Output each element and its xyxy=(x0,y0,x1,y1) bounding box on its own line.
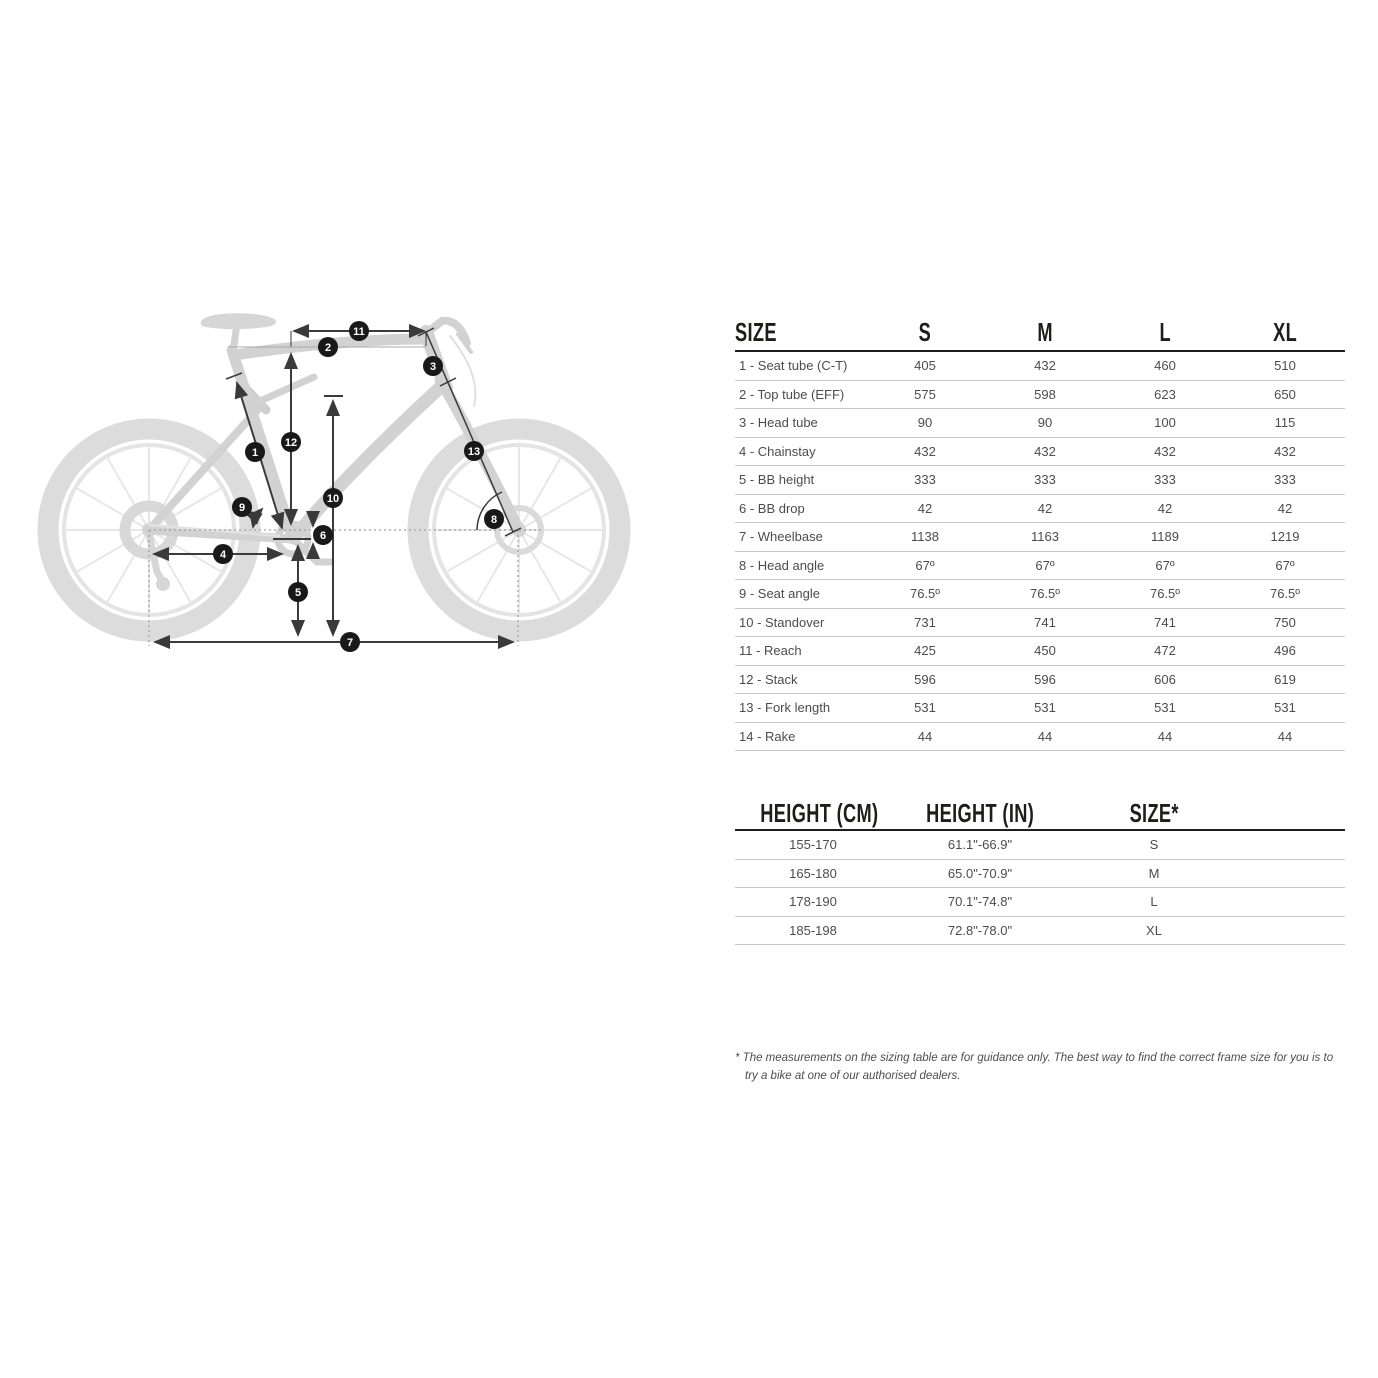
callout-4-label: 4 xyxy=(219,549,227,561)
callout-3 xyxy=(423,356,443,376)
cell: 1138 xyxy=(865,523,985,552)
table-row xyxy=(735,380,1345,409)
cell: 432 xyxy=(985,351,1105,380)
callout-12-label: 12 xyxy=(284,437,298,449)
row-label: 5 - BB height xyxy=(735,466,865,495)
size-header-label: SIZE xyxy=(735,317,777,347)
cell: 76.5º xyxy=(1105,580,1225,609)
callout-5-label: 5 xyxy=(294,587,302,599)
row-label: 12 - Stack xyxy=(735,665,865,694)
row-label: 13 - Fork length xyxy=(735,694,865,723)
cell: 1189 xyxy=(1105,523,1225,552)
table-row xyxy=(735,694,1345,723)
cell: 67º xyxy=(865,551,985,580)
row-label: 6 - BB drop xyxy=(735,494,865,523)
callout-9 xyxy=(232,497,252,517)
cell: 510 xyxy=(1225,351,1345,380)
cell: 598 xyxy=(985,380,1105,409)
callout-5 xyxy=(288,582,308,602)
cell: 731 xyxy=(865,608,985,637)
table-row xyxy=(735,665,1345,694)
callout-1-label: 1 xyxy=(251,447,259,459)
callout-12 xyxy=(281,432,301,452)
cell: 155-170 xyxy=(735,830,891,859)
cell: 450 xyxy=(985,637,1105,666)
cell: 67º xyxy=(985,551,1105,580)
cell: 67º xyxy=(1225,551,1345,580)
cell: 650 xyxy=(1225,380,1345,409)
geometry-header-m xyxy=(985,315,1105,351)
height-in-label: HEIGHT (IN) xyxy=(925,797,1034,828)
cell: 425 xyxy=(865,637,985,666)
callout-9-label: 9 xyxy=(238,502,246,514)
callout-1 xyxy=(245,442,265,462)
geometry-header-row xyxy=(735,315,1345,351)
callout-7 xyxy=(340,632,360,652)
table-row xyxy=(735,494,1345,523)
geometry-header-l xyxy=(1105,315,1225,351)
cell: 496 xyxy=(1225,637,1345,666)
row-label: 3 - Head tube xyxy=(735,409,865,438)
cell: 472 xyxy=(1105,637,1225,666)
bike-geometry-diagram xyxy=(30,290,690,690)
callout-11 xyxy=(349,321,369,341)
cell: 333 xyxy=(1225,466,1345,495)
height-cm-label: HEIGHT (CM) xyxy=(760,797,879,828)
cell: S xyxy=(1069,830,1345,859)
col-l-label: L xyxy=(1159,317,1171,347)
cell: 76.5º xyxy=(985,580,1105,609)
cell: XL xyxy=(1069,916,1345,945)
cell: 76.5º xyxy=(865,580,985,609)
cell: L xyxy=(1069,888,1345,917)
table-row xyxy=(735,722,1345,751)
row-label: 11 - Reach xyxy=(735,637,865,666)
geometry-header-size xyxy=(735,315,865,351)
sizing-table xyxy=(735,797,1345,945)
cell: 333 xyxy=(1105,466,1225,495)
cell: 575 xyxy=(865,380,985,409)
table-row xyxy=(735,608,1345,637)
cell: 606 xyxy=(1105,665,1225,694)
row-label: 14 - Rake xyxy=(735,722,865,751)
callout-8-label: 8 xyxy=(490,514,498,526)
cell: 42 xyxy=(1105,494,1225,523)
cell: 432 xyxy=(985,437,1105,466)
callout-11-label: 11 xyxy=(353,326,365,338)
cell: 405 xyxy=(865,351,985,380)
table-row xyxy=(735,637,1345,666)
cell: 185-198 xyxy=(735,916,891,945)
cell: 70.1"-74.8" xyxy=(891,888,1069,917)
callout-13 xyxy=(464,441,484,461)
table-row xyxy=(735,437,1345,466)
cell: 741 xyxy=(1105,608,1225,637)
cell: 531 xyxy=(865,694,985,723)
cell: 432 xyxy=(1225,437,1345,466)
cell: 44 xyxy=(1105,722,1225,751)
cell: 333 xyxy=(985,466,1105,495)
callout-6-label: 6 xyxy=(319,530,327,542)
cell: 178-190 xyxy=(735,888,891,917)
saddle xyxy=(201,313,276,329)
callout-10 xyxy=(323,488,343,508)
spec-column xyxy=(735,315,1345,1086)
cell: 531 xyxy=(1225,694,1345,723)
cell: 42 xyxy=(1225,494,1345,523)
row-label: 7 - Wheelbase xyxy=(735,523,865,552)
table-row xyxy=(735,523,1345,552)
bike-diagram-svg xyxy=(30,290,690,690)
geometry-table xyxy=(735,315,1345,751)
size-star-label: SIZE* xyxy=(1129,797,1179,828)
cell: 42 xyxy=(865,494,985,523)
geometry-header-s xyxy=(865,315,985,351)
cell: 741 xyxy=(985,608,1105,637)
table-row xyxy=(735,580,1345,609)
sizing-header-cm xyxy=(735,797,891,830)
table-row xyxy=(735,466,1345,495)
cell: 596 xyxy=(985,665,1105,694)
cell: 432 xyxy=(865,437,985,466)
row-label: 4 - Chainstay xyxy=(735,437,865,466)
cell: 460 xyxy=(1105,351,1225,380)
cell: 61.1"-66.9" xyxy=(891,830,1069,859)
geometry-header-xl xyxy=(1225,315,1345,351)
sizing-header-size xyxy=(1069,797,1345,830)
cell: 432 xyxy=(1105,437,1225,466)
callout-7-label: 7 xyxy=(346,637,354,649)
callout-6 xyxy=(313,525,333,545)
sizing-header-row xyxy=(735,797,1345,830)
cell: 90 xyxy=(985,409,1105,438)
cell: 1219 xyxy=(1225,523,1345,552)
footnote: * The measurements on the sizing table are for guidance only. The best way to find the correct frame size for you is to try a bike at one of our authorised dealers. xyxy=(735,1052,1334,1082)
cell: 115 xyxy=(1225,409,1345,438)
cell: 44 xyxy=(1225,722,1345,751)
cell: 100 xyxy=(1105,409,1225,438)
cell: 1163 xyxy=(985,523,1105,552)
cell: 42 xyxy=(985,494,1105,523)
linkage xyxy=(258,377,314,402)
cell: 750 xyxy=(1225,608,1345,637)
cell: 90 xyxy=(865,409,985,438)
cell: 623 xyxy=(1105,380,1225,409)
row-label: 9 - Seat angle xyxy=(735,580,865,609)
col-s-label: S xyxy=(918,317,932,347)
table-row xyxy=(735,409,1345,438)
table-row xyxy=(735,888,1345,917)
table-row xyxy=(735,351,1345,380)
cell: 44 xyxy=(865,722,985,751)
cell: 72.8"-78.0" xyxy=(891,916,1069,945)
callout-8 xyxy=(484,509,504,529)
cell: 76.5º xyxy=(1225,580,1345,609)
table-row xyxy=(735,859,1345,888)
col-m-label: M xyxy=(1037,317,1053,347)
cell: 531 xyxy=(1105,694,1225,723)
col-xl-label: XL xyxy=(1273,317,1297,347)
row-label: 8 - Head angle xyxy=(735,551,865,580)
cell: 531 xyxy=(985,694,1105,723)
table-row xyxy=(735,551,1345,580)
cell: 165-180 xyxy=(735,859,891,888)
cell: 596 xyxy=(865,665,985,694)
table-row xyxy=(735,830,1345,859)
callout-13-label: 13 xyxy=(467,446,481,458)
callout-10-label: 10 xyxy=(326,493,340,505)
callout-3-label: 3 xyxy=(429,361,437,373)
row-label: 10 - Standover xyxy=(735,608,865,637)
callout-4 xyxy=(213,544,233,564)
cell: M xyxy=(1069,859,1345,888)
cell: 67º xyxy=(1105,551,1225,580)
table-row xyxy=(735,916,1345,945)
sizing-header-in xyxy=(891,797,1069,830)
cell: 65.0"-70.9" xyxy=(891,859,1069,888)
cell: 333 xyxy=(865,466,985,495)
callout-2 xyxy=(318,337,338,357)
callout-2-label: 2 xyxy=(324,342,332,354)
cell: 619 xyxy=(1225,665,1345,694)
row-label: 1 - Seat tube (C-T) xyxy=(735,351,865,380)
cell: 44 xyxy=(985,722,1105,751)
row-label: 2 - Top tube (EFF) xyxy=(735,380,865,409)
